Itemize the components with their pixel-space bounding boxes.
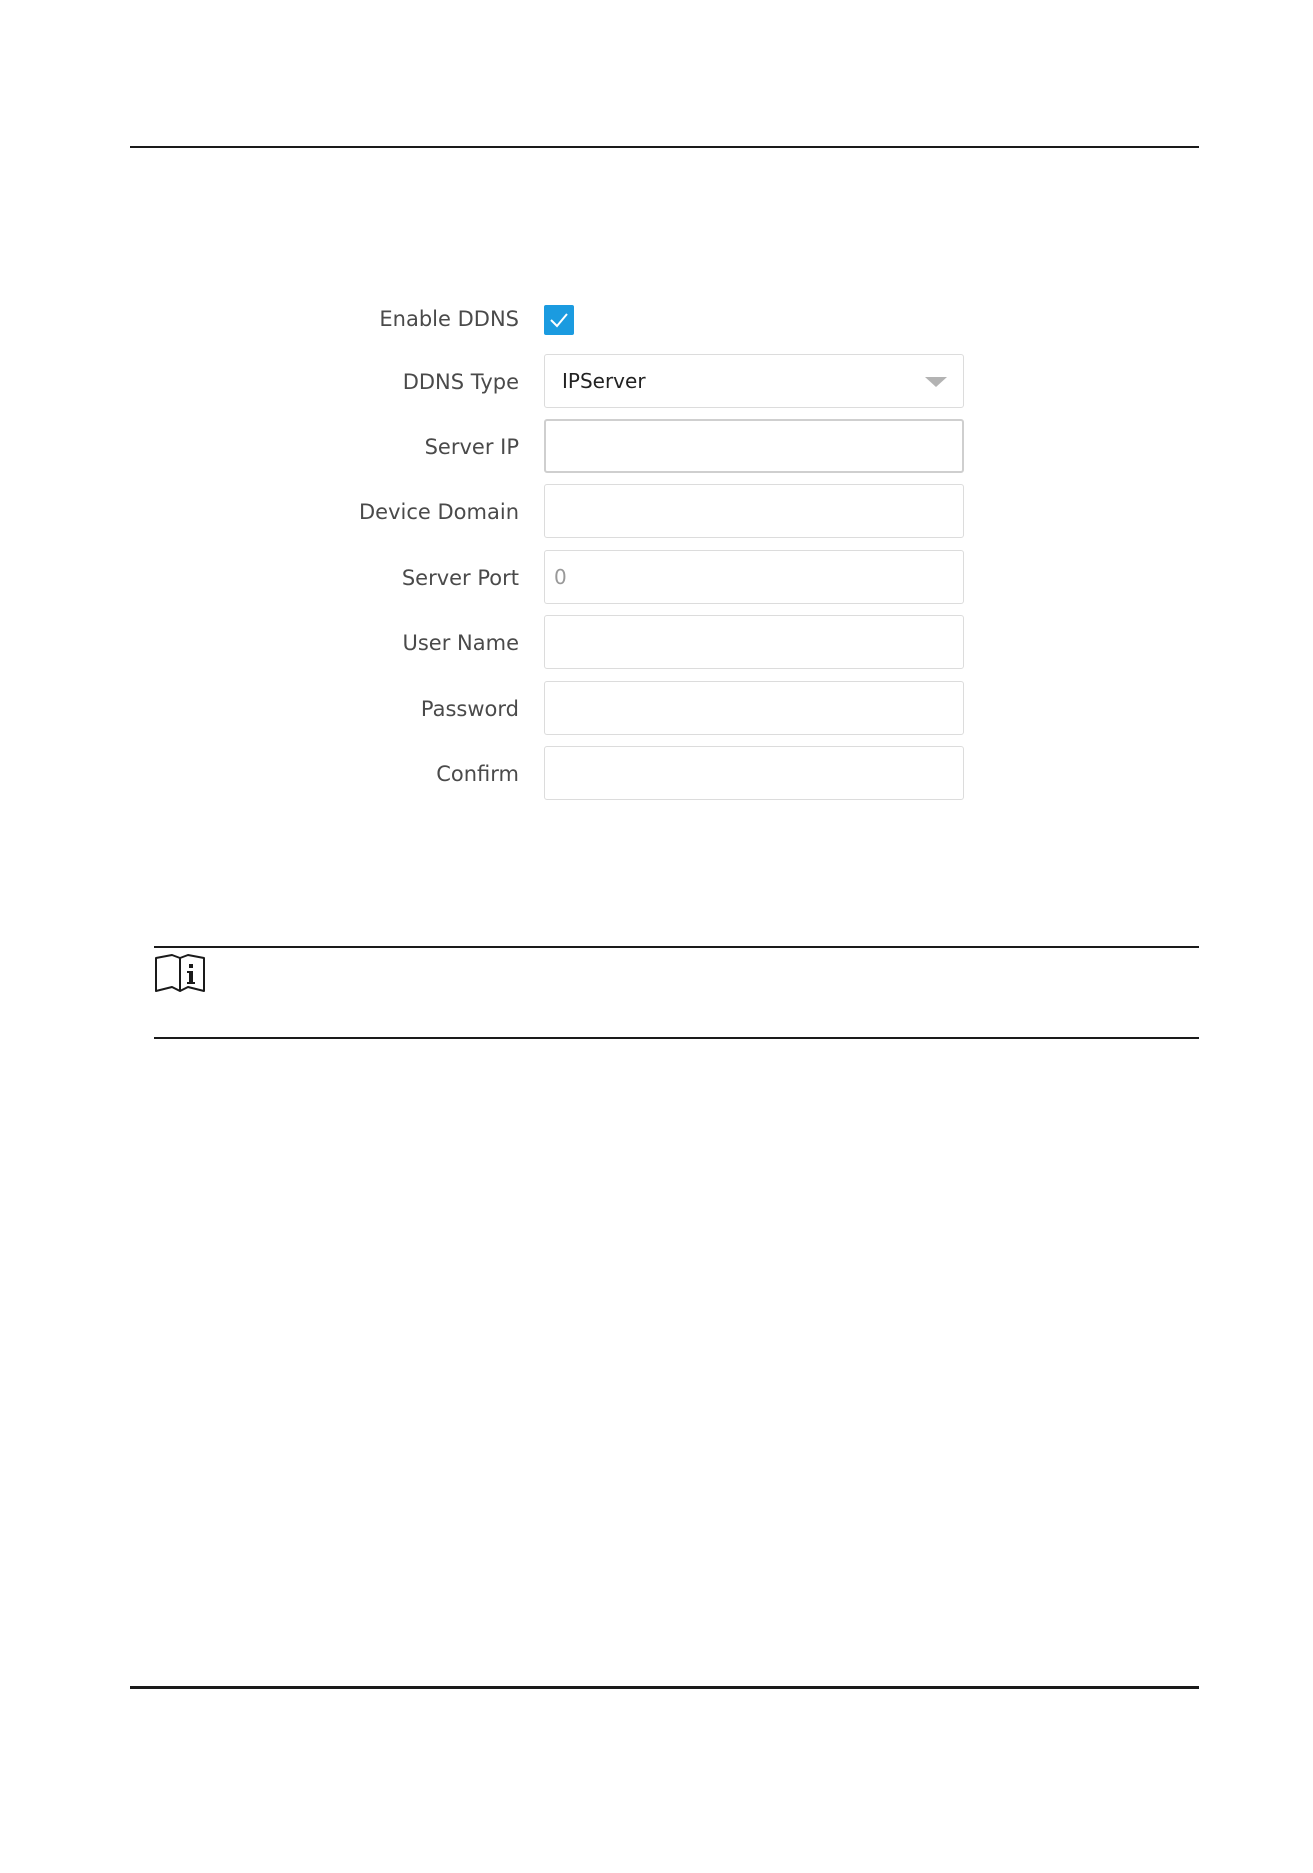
server-ip-input[interactable] xyxy=(544,419,964,473)
dropdown-arrow-icon xyxy=(925,377,947,387)
ddns-type-value: IPServer xyxy=(562,369,646,393)
ddns-type-row xyxy=(300,354,1000,410)
password-row xyxy=(300,681,1000,737)
confirm-input[interactable] xyxy=(544,746,964,800)
user-name-label: User Name xyxy=(402,631,519,655)
server-port-row xyxy=(300,550,1000,606)
header-rule xyxy=(130,146,1199,148)
server-port-label: Server Port xyxy=(401,566,519,590)
server-ip-label: Server IP xyxy=(424,435,519,459)
server-port-input[interactable]: 0 xyxy=(544,550,964,604)
enable-ddns-row xyxy=(300,291,1000,347)
confirm-row xyxy=(300,746,1000,802)
confirm-label: Confirm xyxy=(436,762,519,786)
note-info-icon xyxy=(154,954,208,992)
note-bottom-rule xyxy=(154,1037,1199,1039)
user-name-input[interactable] xyxy=(544,615,964,669)
device-domain-label: Device Domain xyxy=(359,500,519,524)
checkmark-icon xyxy=(548,310,570,330)
ddns-type-select[interactable] xyxy=(544,354,964,408)
password-input[interactable] xyxy=(544,681,964,735)
enable-ddns-label: Enable DDNS xyxy=(379,307,519,331)
note-top-rule xyxy=(154,946,1199,948)
device-domain-row xyxy=(300,484,1000,540)
device-domain-input[interactable] xyxy=(544,484,964,538)
server-ip-row xyxy=(300,419,1000,475)
enable-ddns-checkbox[interactable] xyxy=(544,305,574,335)
ddns-type-label: DDNS Type xyxy=(402,370,519,394)
footer-rule xyxy=(130,1686,1199,1689)
user-name-row xyxy=(300,615,1000,671)
password-label: Password xyxy=(420,697,519,721)
